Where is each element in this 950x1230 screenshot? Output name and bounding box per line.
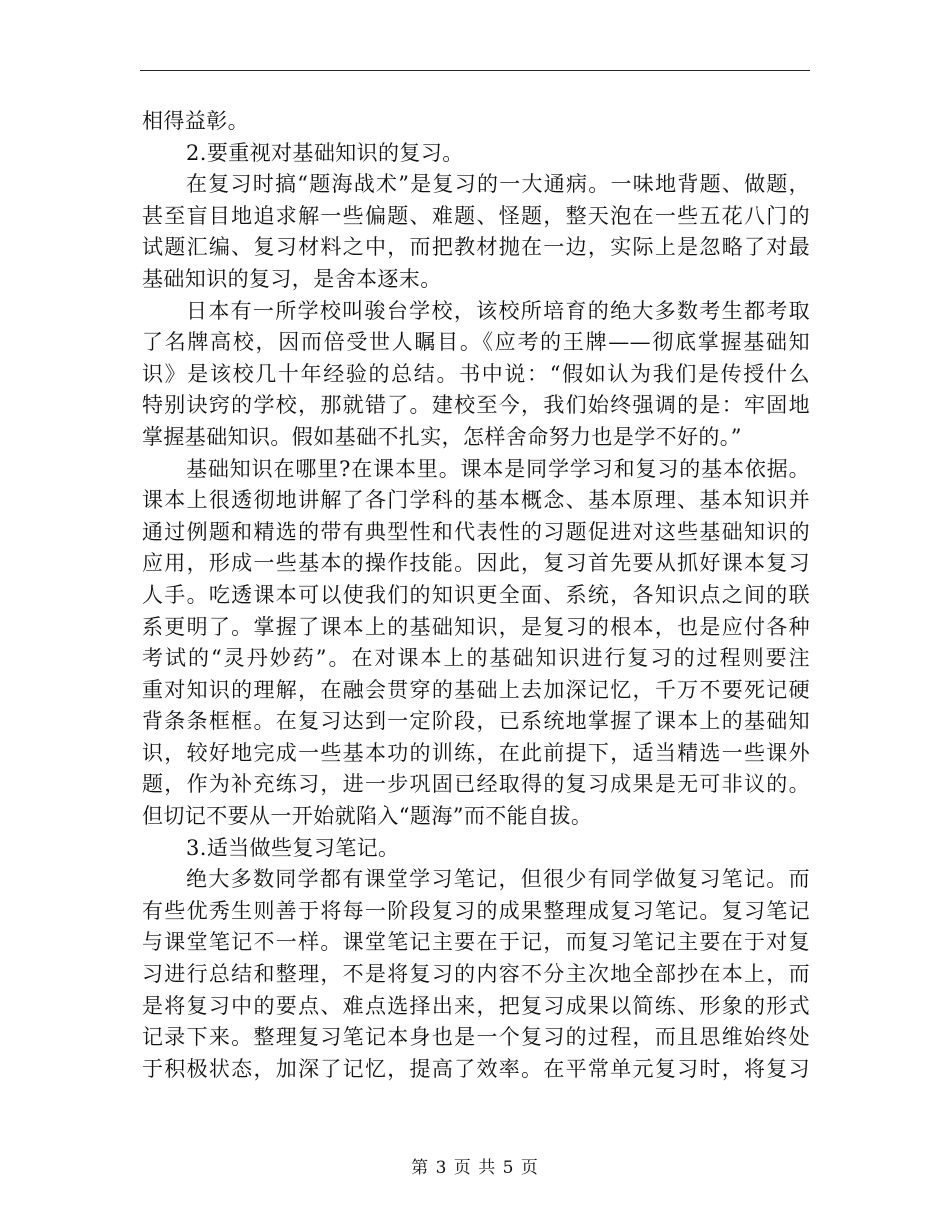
text-line: 2.要重视对基础知识的复习。 [186, 140, 464, 165]
header-rule [140, 70, 810, 71]
text-line: 了名牌高校，因而倍受世人瞩目。《应考的王牌——彻底掌握基础知 [142, 330, 810, 355]
text-line: 是将复习中的要点、难点选择出来，把复习成果以简练、形象的形式 [142, 993, 810, 1018]
text-line: 人手。吃透课本可以使我们的知识更全面、系统，各知识点之间的联 [142, 582, 810, 607]
text-line: 习进行总结和整理，不是将复习的内容不分主次地全部抄在本上，而 [142, 962, 810, 987]
text-line: 背条条框框。在复习达到一定阶段，已系统地掌握了课本上的基础知 [142, 709, 810, 734]
text-line: 通过例题和精选的带有典型性和代表性的习题促进对这些基础知识的 [142, 519, 810, 544]
text-line: 相得益彰。 [142, 109, 249, 133]
text-line: 甚至盲目地追求解一些偏题、难题、怪题，整天泡在一些五花八门的 [142, 203, 810, 228]
text-line: 记录下来。整理复习笔记本身也是一个复习的过程，而且思维始终处 [142, 1025, 810, 1050]
text-line: 于积极状态，加深了记忆，提高了效率。在平常单元复习时，将复习 [142, 1056, 810, 1081]
text-line: 在复习时搞“题海战术”是复习的一大通病。一味地背题、做题， [186, 172, 810, 197]
text-line: 重对知识的理解，在融会贯穿的基础上去加深记忆，千万不要死记硬 [142, 677, 810, 702]
text-line: 应用，形成一些基本的操作技能。因此，复习首先要从抓好课本复习 [142, 551, 810, 576]
text-line: 绝大多数同学都有课堂学习笔记，但很少有同学做复习笔记。而 [186, 867, 810, 892]
text-line: 与课堂笔记不一样。课堂笔记主要在于记，而复习笔记主要在于对复 [142, 930, 810, 955]
text-line: 日本有一所学校叫骏台学校，该校所培育的绝大多数考生都考取 [186, 298, 810, 323]
text-line: 3.适当做些复习笔记。 [186, 835, 400, 860]
text-line: 试题汇编、复习材料之中，而把教材抛在一边，实际上是忽略了对最 [142, 235, 810, 260]
text-line: 但切记不要从一开始就陷入“题海”而不能自拔。 [142, 804, 593, 829]
text-line: 识》是该校几十年经验的总结。书中说：“假如认为我们是传授什么 [142, 361, 810, 386]
text-line: 考试的“灵丹妙药”。在对课本上的基础知识进行复习的过程则要注 [142, 646, 810, 671]
text-line: 基础知识在哪里?在课本里。课本是同学学习和复习的基本依据。 [186, 456, 810, 481]
document-body [142, 106, 810, 1085]
page-footer: 第 3 页 共 5 页 [411, 1158, 539, 1178]
text-line: 识，较好地完成一些基本功的训练，在此前提下，适当精选一些课外 [142, 740, 810, 765]
text-line: 有些优秀生则善于将每一阶段复习的成果整理成复习笔记。复习笔记 [142, 898, 810, 923]
text-line: 掌握基础知识。假如基础不扎实，怎样舍命努力也是学不好的。” [142, 424, 742, 449]
text-line: 系更明了。掌握了课本上的基础知识，是复习的根本，也是应付各种 [142, 614, 810, 639]
text-line: 题，作为补充练习，进一步巩固已经取得的复习成果是无可非议的。 [142, 772, 810, 797]
text-line: 特别诀窍的学校，那就错了。建校至今，我们始终强调的是：牢固地 [142, 393, 810, 418]
text-line: 课本上很透彻地讲解了各门学科的基本概念、基本原理、基本知识并 [142, 488, 810, 513]
text-line: 基础知识的复习，是舍本逐末。 [142, 266, 442, 291]
